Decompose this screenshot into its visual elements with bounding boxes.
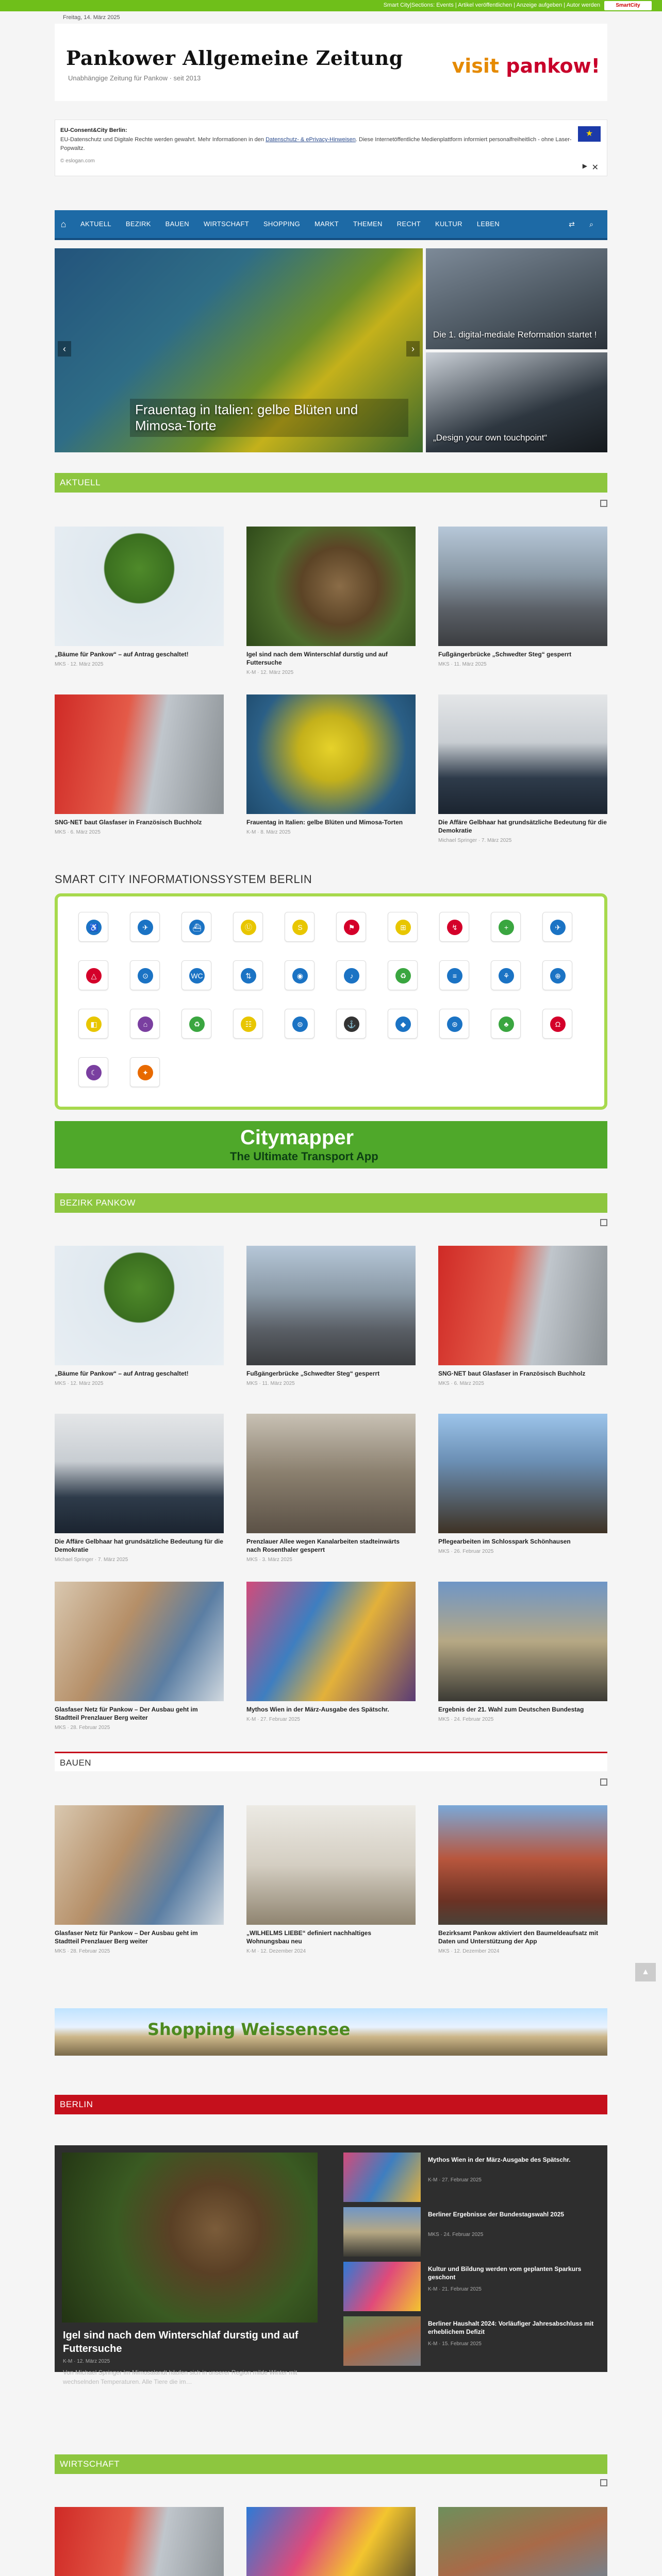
smart-city-service-icon[interactable]: ⊛ [439,1009,469,1039]
aktuell-card-title[interactable]: SNG·NET baut Glasfaser in Französisch Buchholz [55,819,202,826]
bezirk-card-title[interactable]: Die Affäre Gelbhaar hat grundsätzliche Bedeutung für die Demokratie [55,1538,223,1553]
bezirk-card[interactable] [438,1246,607,1386]
bauen-card-meta: MKS · 12. Dezember 2024 [438,1948,500,1954]
nav-item-leben[interactable]: LEBEN [476,220,500,228]
smart-city-service-icon[interactable]: ⊞ [388,912,418,942]
aktuell-card[interactable] [55,694,224,835]
smart-city-service-icon[interactable]: △ [78,960,108,990]
bauen-card-image[interactable] [438,1805,607,1925]
berlin-list-meta: K-M · 15. Februar 2025 [428,2341,482,2347]
shopping-title: Shopping Weissensee [147,2020,351,2039]
site-tagline: Unabhängige Zeitung für Pankow · seit 2013 [68,74,201,82]
smart-city-service-icon[interactable]: ⇅ [233,960,263,990]
aktuell-card-meta: K-M · 8. März 2025 [246,829,291,835]
nav-item-bezirk[interactable]: BEZIRK [125,220,151,228]
smart-city-title: SMART CITY INFORMATIONSSYSTEM BERLIN [55,873,312,886]
aktuell-card[interactable] [55,527,224,667]
expand-icon[interactable]: ⇄ [569,220,575,228]
smart-city-service-icon[interactable]: ✈ [130,912,160,942]
section-bezirk-header[interactable]: BEZIRK PANKOW [55,1193,607,1213]
bauen-card-title[interactable]: „WILHELMS LIEBE“ definiert nachhaltiges Wohnungsbau neu [246,1929,372,1945]
aktuell-card-title[interactable]: Die Affäre Gelbhaar hat grundsätzliche Bedeutung für die Demokratie [438,819,607,834]
hero-slider[interactable] [55,248,423,452]
bezirk-card[interactable] [246,1582,416,1722]
bauen-card-title[interactable]: Glasfaser Netz für Pankow – Der Ausbau geht im Stadtteil Prenzlauer Berg weiter [55,1929,198,1945]
smart-city-service-icon[interactable]: Ⓤ [233,912,263,942]
smart-city-service-icon[interactable]: S [285,912,315,942]
bezirk-card-image[interactable] [55,1414,224,1533]
wirtschaft-card-image[interactable] [246,2507,416,2576]
smart-city-service-icon[interactable]: ⊙ [130,960,160,990]
search-icon[interactable]: ⌕ [589,220,593,228]
bezirk-card-image[interactable] [246,1582,416,1701]
berlin-list-image[interactable] [343,2316,421,2366]
smart-city-service-icon[interactable]: ⚘ [491,960,521,990]
berlin-list-title[interactable]: Berliner Haushalt 2024: Vorläufiger Jahresabschluss mit erheblichem Defizit [428,2320,594,2335]
berlin-list-item[interactable] [343,2207,601,2257]
scroll-top-button[interactable]: ▲ [635,1963,656,1981]
bezirk-card[interactable] [438,1582,607,1722]
nav-item-recht[interactable]: RECHT [396,220,421,228]
bauen-card-meta: MKS · 28. Februar 2025 [55,1948,110,1954]
berlin-list-meta: K-M · 27. Februar 2025 [428,2177,482,2183]
smart-city-service-icon[interactable]: ⚑ [336,912,366,942]
nav-item-kultur[interactable]: KULTUR [435,220,462,228]
feature-touchpoint-title: „Design your own touchpoint“ [433,433,548,443]
home-icon[interactable]: ⌂ [60,219,67,229]
grid-icon[interactable] [600,500,607,507]
aktuell-card-meta: MKS · 6. März 2025 [55,829,101,835]
wirtschaft-card-image[interactable] [55,2507,224,2576]
bezirk-card-title[interactable]: Ergebnis der 21. Wahl zum Deutschen Bundestag [438,1706,584,1713]
nav-item-wirtschaft[interactable]: WIRTSCHAFT [203,220,249,228]
wirtschaft-card-image[interactable] [438,2507,607,2576]
bezirk-card-title[interactable]: Fußgängerbrücke „Schwedter Steg“ gesperrt [246,1370,380,1377]
smart-city-service-icon[interactable]: ✦ [130,1057,160,1087]
bezirk-card[interactable] [246,1246,416,1386]
site-header [55,24,607,101]
aktuell-card-image[interactable] [438,527,607,646]
consent-source: © eslogan.com [60,158,95,164]
bezirk-card-meta: MKS · 26. Februar 2025 [438,1549,494,1554]
smartcity-logo[interactable]: SmartCity [604,1,652,10]
aktuell-card-image[interactable] [55,694,224,814]
smart-city-service-icon[interactable]: ⛴ [181,912,211,942]
top-bar [0,0,662,11]
nav-item-markt[interactable]: MARKT [314,220,339,228]
prev-arrow-icon[interactable]: ‹ [58,341,71,357]
smart-city-service-icon[interactable]: + [491,912,521,942]
bezirk-card-meta: MKS · 3. März 2025 [246,1557,292,1563]
smart-city-service-icon[interactable]: ≡ [439,960,469,990]
bezirk-card-meta: MKS · 24. Februar 2025 [438,1717,494,1722]
grid-icon[interactable] [600,2479,607,2486]
date-bar [0,11,662,24]
bezirk-card-image[interactable] [55,1582,224,1701]
bezirk-card[interactable] [55,1246,224,1386]
bezirk-card-title[interactable]: Prenzlauer Allee wegen Kanalarbeiten stadteinwärts nach Rosenthaler gesperrt [246,1538,400,1553]
nav-item-themen[interactable]: THEMEN [353,220,383,228]
smart-city-service-icon[interactable]: ♿ [78,912,108,942]
bezirk-card-meta: Michael Springer · 7. März 2025 [55,1557,128,1563]
wirtschaft-card[interactable] [55,2507,224,2576]
aktuell-card-image[interactable] [246,694,416,814]
bauen-card-meta: K-M · 12. Dezember 2024 [246,1948,306,1954]
berlin-list-title[interactable]: Kultur und Bildung werden vom geplanten Sparkurs geschont [428,2265,582,2281]
citymapper-sub: The Ultimate Transport App [230,1150,378,1163]
bauen-card-image[interactable] [55,1805,224,1925]
smart-city-grid [55,893,607,1110]
smart-city-service-icon[interactable]: Ω [542,1009,572,1039]
bezirk-card-image[interactable] [246,1414,416,1533]
consent-text: EU-Datenschutz und Digitale Rechte werden gewahrt. Mehr Informationen in den Datenschutz- & ePrivacy-Hinweisen. Diese Internetöffentliche Medienplattform informiert personalfreiheitlich - ohne Laser-Popwaltz. [60,137,572,151]
shopping-weissensee-banner[interactable] [55,2008,607,2056]
aktuell-card[interactable] [246,694,416,835]
grid-icon[interactable] [600,1219,607,1226]
bauen-card-title[interactable]: Bezirksamt Pankow aktiviert den Baumeldeaufsatz mit Daten und Unterstützung der App [438,1929,599,1945]
bezirk-card-title[interactable]: Mythos Wien in der März-Ausgabe des Spätschr. [246,1706,389,1713]
bezirk-card[interactable] [55,1582,224,1731]
nav-list [73,210,507,238]
current-date: Freitag, 14. März 2025 [63,14,120,21]
visit-pankow-logo[interactable]: visit pankow! [452,55,600,77]
bezirk-card-meta: MKS · 28. Februar 2025 [55,1725,110,1731]
smart-city-service-icon[interactable]: ♪ [336,960,366,990]
bezirk-card-meta: MKS · 11. März 2025 [246,1381,295,1386]
aktuell-card-title[interactable]: Igel sind nach dem Winterschlaf durstig und auf Futtersuche [246,651,388,666]
nav-item-shopping[interactable]: SHOPPING [263,220,300,228]
bauen-card[interactable] [438,1805,607,1954]
feature-reformation[interactable] [426,248,607,349]
berlin-list-image[interactable] [343,2262,421,2311]
bezirk-card[interactable] [438,1414,607,1554]
berlin-list-item[interactable] [343,2153,601,2202]
bezirk-card-meta: K-M · 27. Februar 2025 [246,1717,300,1722]
bezirk-card-image[interactable] [55,1246,224,1365]
close-icon[interactable]: ✕ [591,163,599,172]
smart-city-service-icon[interactable]: ⚓ [336,1009,366,1039]
bezirk-card-image[interactable] [438,1246,607,1365]
aktuell-card-title[interactable]: Frauentag in Italien: gelbe Blüten und Mimosa-Torten [246,819,403,826]
smart-city-service-icon[interactable]: ☾ [78,1057,108,1087]
aktuell-card[interactable] [246,527,416,675]
main-nav [55,210,607,240]
berlin-main-meta: K-M · 12. März 2025 [63,2359,110,2364]
feature-touchpoint[interactable] [426,352,607,452]
smart-city-service-icon[interactable]: ♣ [491,1009,521,1039]
berlin-list-item[interactable] [343,2262,601,2311]
aktuell-card-title[interactable]: „Bäume für Pankow“ – auf Antrag geschaltet! [55,651,189,658]
smart-city-service-icon[interactable]: WC [181,960,211,990]
citymapper-name: Citymapper [240,1126,354,1149]
nav-item-aktuell[interactable]: AKTUELL [80,220,111,228]
berlin-list-meta: MKS · 24. Februar 2025 [428,2232,484,2238]
bauen-card[interactable] [246,1805,416,1954]
bezirk-card-title[interactable]: Pflegearbeiten im Schlosspark Schönhausen [438,1538,571,1545]
berlin-list-image[interactable] [343,2153,421,2202]
bauen-card[interactable] [55,1805,224,1954]
bauen-card-image[interactable] [246,1805,416,1925]
berlin-main-excerpt: Von Michael Springer Im Mimosalandt häufen sich in unserer Region milde Winter mit wechselnden Temperaturen. Alle Tiere die im… [63,2369,297,2385]
next-arrow-icon[interactable]: › [406,341,420,357]
hero-caption[interactable]: Frauentag in Italien: gelbe Blüten und Mimosa-Torte [130,399,408,437]
grid-icon[interactable] [600,1778,607,1786]
citymapper-banner[interactable] [55,1121,607,1168]
aktuell-card-meta: Michael Springer · 7. März 2025 [438,838,512,843]
top-links[interactable]: Smart City|Sections: Events | Artikel veröffentlichen | Anzeige aufgeben | Autor werden [383,2,600,8]
section-wirtschaft-header[interactable]: WIRTSCHAFT [55,2454,607,2474]
section-aktuell-header[interactable]: AKTUELL [55,473,607,493]
eu-flag-icon: ★ [578,126,601,142]
aktuell-card-title[interactable]: Fußgängerbrücke „Schwedter Steg“ gesperrt [438,651,572,658]
section-berlin-header[interactable]: BERLIN [55,2095,607,2114]
bezirk-card[interactable] [246,1414,416,1563]
bezirk-card-image[interactable] [438,1582,607,1701]
aktuell-card[interactable] [438,694,607,843]
aktuell-card-meta: K-M · 12. März 2025 [246,670,294,675]
bezirk-card-title[interactable]: „Bäume für Pankow“ – auf Antrag geschaltet! [55,1370,189,1377]
bezirk-card-title[interactable]: Glasfaser Netz für Pankow – Der Ausbau geht im Stadtteil Prenzlauer Berg weiter [55,1706,198,1721]
aktuell-card-image[interactable] [246,527,416,646]
berlin-list-image[interactable] [343,2207,421,2257]
privacy-link[interactable]: Datenschutz- & ePrivacy-Hinweisen [266,137,356,143]
bezirk-card-image[interactable] [246,1246,416,1365]
bezirk-card-meta: MKS · 12. März 2025 [55,1381,104,1386]
nav-item-bauen[interactable]: BAUEN [165,220,189,228]
hedgehog-image[interactable] [62,2153,318,2323]
smart-city-service-icon[interactable]: ↯ [439,912,469,942]
berlin-list-item[interactable] [343,2316,601,2366]
smart-city-service-icon[interactable]: ✈ [542,912,572,942]
smart-city-service-icon[interactable]: ⊕ [542,960,572,990]
smart-city-service-icon[interactable]: ♻ [181,1009,211,1039]
smart-city-service-icon[interactable]: ◉ [285,960,315,990]
aktuell-card-image[interactable] [438,694,607,814]
section-bauen-header[interactable]: BAUEN [55,1752,607,1771]
consent-title: EU-Consent&City Berlin: [60,127,127,133]
consent-banner [55,120,607,176]
aktuell-card[interactable] [438,527,607,667]
site-title[interactable]: Pankower Allgemeine Zeitung [66,46,403,70]
wirtschaft-card[interactable] [246,2507,416,2576]
berlin-list-meta: K-M · 21. Februar 2025 [428,2286,482,2292]
wirtschaft-card[interactable] [438,2507,607,2576]
info-icon[interactable]: ▶ [582,162,587,170]
bezirk-card[interactable] [55,1414,224,1563]
feature-reformation-title: Die 1. digital-mediale Reformation startet ! [433,330,597,340]
smart-city-service-icon[interactable]: ⌂ [130,1009,160,1039]
bezirk-card-meta: MKS · 6. März 2025 [438,1381,484,1386]
smart-city-service-icon[interactable]: ⊜ [285,1009,315,1039]
smart-city-service-icon[interactable]: ♻ [388,960,418,990]
berlin-block [55,2145,607,2385]
smart-city-service-icon[interactable]: ◧ [78,1009,108,1039]
smart-city-service-icon[interactable]: ◆ [388,1009,418,1039]
berlin-main-title[interactable]: Igel sind nach dem Winterschlaf durstig und auf Futtersuche [63,2330,299,2354]
berlin-list-title[interactable]: Mythos Wien in der März-Ausgabe des Spätschr. [428,2156,571,2163]
bezirk-card-title[interactable]: SNG·NET baut Glasfaser in Französisch Buchholz [438,1370,586,1377]
bezirk-card-image[interactable] [438,1414,607,1533]
aktuell-card-image[interactable] [55,527,224,646]
smart-city-service-icon[interactable]: ☷ [233,1009,263,1039]
aktuell-card-meta: MKS · 11. März 2025 [438,662,487,667]
aktuell-card-meta: MKS · 12. März 2025 [55,662,104,667]
berlin-list-title[interactable]: Berliner Ergebnisse der Bundestagswahl 2025 [428,2211,565,2218]
